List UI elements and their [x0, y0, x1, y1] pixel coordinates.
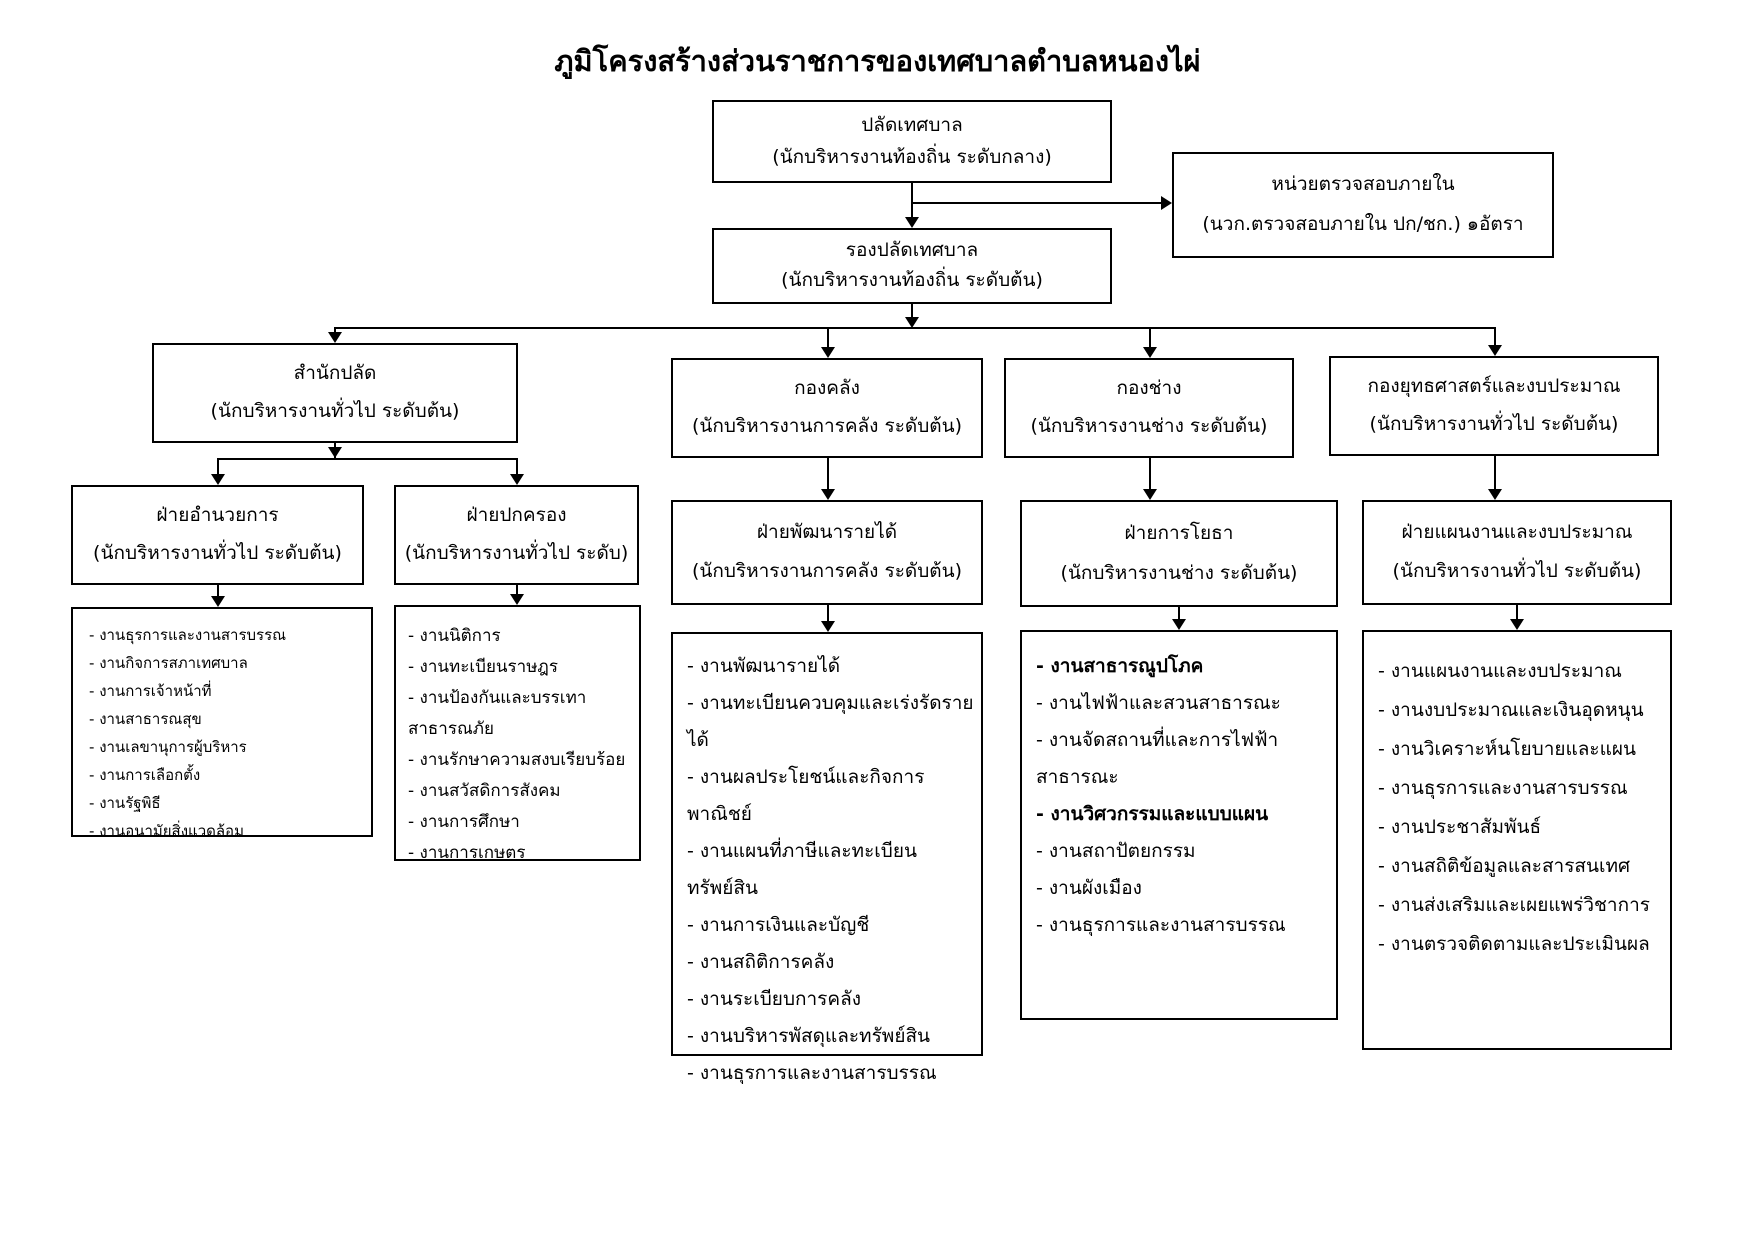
node-subtitle: (นักบริหารงานช่าง ระดับต้น) — [1030, 415, 1268, 438]
node-subtitle: (นักบริหารงานการคลัง ระดับต้น) — [691, 415, 963, 438]
node-title: กองช่าง — [1116, 377, 1182, 400]
task-item: - งานผังเมือง — [1036, 870, 1330, 907]
task-item: - งานวิเคราะห์นโยบายและแผน — [1378, 730, 1664, 769]
node-subtitle: (นักบริหารงานทั่วไป ระดับต้น) — [93, 542, 342, 565]
connector-line — [911, 202, 1166, 204]
node-finance-division — [671, 358, 983, 458]
arrowhead-down — [821, 347, 835, 358]
node-title: กองยุทธศาสตร์และงบประมาณ — [1367, 375, 1621, 398]
node-subtitle: (นักบริหารงานท้องถิ่น ระดับต้น) — [781, 269, 1043, 292]
node-engineering-division — [1004, 358, 1294, 458]
node-title: ฝ่ายปกครอง — [466, 504, 567, 527]
node-subtitle: (นักบริหารงานการคลัง ระดับต้น) — [691, 560, 963, 583]
arrowhead-down — [328, 332, 342, 343]
node-strategy-budget-division — [1329, 356, 1659, 456]
task-item: - งานกิจการสภาเทศบาล — [89, 649, 365, 677]
arrowhead-down — [1488, 345, 1502, 356]
task-list-planning — [1362, 630, 1672, 1050]
node-subtitle: (นักบริหารงานทั่วไป ระดับ) — [404, 542, 629, 565]
chart-title: ภูมิโครงสร้างส่วนราชการของเทศบาลตำบลหนองไผ่ — [554, 44, 1201, 78]
connector-line — [1149, 458, 1151, 493]
node-subtitle: (นวก.ตรวจสอบภายใน ปก/ชก.) ๑อัตรา — [1202, 213, 1524, 236]
node-title: ปลัดเทศบาล — [861, 113, 963, 136]
task-item: - งานพัฒนารายได้ — [687, 648, 975, 685]
task-item: - งานประชาสัมพันธ์ — [1378, 808, 1664, 847]
task-item: - งานธุรการและงานสารบรรณ — [1036, 907, 1330, 944]
node-subtitle: (นักบริหารงานช่าง ระดับต้น) — [1060, 561, 1298, 584]
node-title: ฝ่ายอำนวยการ — [156, 504, 279, 527]
task-item: - งานวิศวกรรมและแบบแผน — [1036, 796, 1330, 833]
task-item: - งานสถิติข้อมูลและสารสนเทศ — [1378, 847, 1664, 886]
task-item: - งานจัดสถานที่และการไฟฟ้าสาธารณะ — [1036, 722, 1330, 796]
task-item: - งานธุรการและงานสารบรรณ — [687, 1055, 975, 1092]
node-subtitle: (นักบริหารงานท้องถิ่น ระดับกลาง) — [772, 145, 1052, 168]
task-item: - งานการเงินและบัญชี — [687, 907, 975, 944]
node-subtitle: (นักบริหารงานทั่วไป ระดับต้น) — [210, 400, 460, 423]
task-item: - งานผลประโยชน์และกิจการพาณิชย์ — [687, 759, 975, 833]
arrowhead-down — [1488, 489, 1502, 500]
task-item: - งานแผนงานและงบประมาณ — [1378, 652, 1664, 691]
task-item: - งานทะเบียนควบคุมและเร่งรัดรายได้ — [687, 685, 975, 759]
arrowhead-down — [905, 217, 919, 228]
node-deputy-clerk — [712, 228, 1112, 304]
task-item: - งานธุรการและงานสารบรรณ — [89, 621, 365, 649]
task-item: - งานการเลือกตั้ง — [89, 761, 365, 789]
node-public-works-section — [1020, 500, 1338, 607]
arrowhead-down — [510, 594, 524, 605]
task-item: - งานเลขานุการผู้บริหาร — [89, 733, 365, 761]
task-item: - งานงบประมาณและเงินอุดหนุน — [1378, 691, 1664, 730]
arrowhead-down — [211, 596, 225, 607]
task-item: - งานรัฐพิธี — [89, 789, 365, 817]
task-item: - งานทะเบียนราษฎร — [408, 652, 633, 683]
node-internal-audit-unit — [1172, 152, 1554, 258]
arrowhead-down — [1143, 347, 1157, 358]
node-title: สำนักปลัด — [293, 362, 377, 385]
task-item: - งานสวัสดิการสังคม — [408, 776, 633, 807]
node-subtitle: (นักบริหารงานทั่วไป ระดับต้น) — [1392, 560, 1642, 583]
arrowhead-down — [1172, 619, 1186, 630]
arrowhead-down — [905, 317, 919, 328]
connector-line — [1494, 456, 1496, 493]
task-item: - งานตรวจติดตามและประเมินผล — [1378, 925, 1664, 964]
task-item: - งานป้องกันและบรรเทาสาธารณภัย — [408, 683, 633, 745]
task-item: - งานการเจ้าหน้าที่ — [89, 677, 365, 705]
task-item: - งานนิติการ — [408, 621, 633, 652]
task-list-revenue — [671, 632, 983, 1084]
node-title: ฝ่ายพัฒนารายได้ — [756, 520, 898, 543]
task-item: - งานสาธารณสุข — [89, 705, 365, 733]
task-item: - งานแผนที่ภาษีและทะเบียนทรัพย์สิน — [687, 833, 975, 907]
connector-line — [217, 458, 518, 460]
task-item: - งานการเกษตร — [408, 838, 633, 869]
task-item: - งานอนามัยสิ่งแวดล้อม — [89, 817, 365, 845]
task-item: - งานรักษาความสงบเรียบร้อย — [408, 745, 633, 776]
task-list-admin — [71, 607, 373, 840]
node-office-of-clerk — [152, 343, 518, 443]
arrowhead-down — [211, 474, 225, 485]
arrowhead-right — [1161, 196, 1172, 210]
node-admin-section — [71, 485, 364, 585]
node-municipal-clerk — [712, 100, 1112, 183]
task-item: - งานธุรการและงานสารบรรณ — [1378, 769, 1664, 808]
task-list-governance — [394, 605, 641, 861]
node-revenue-section — [671, 500, 983, 605]
node-planning-section — [1362, 500, 1672, 605]
connector-line — [827, 458, 829, 493]
arrowhead-down — [821, 489, 835, 500]
node-title: หน่วยตรวจสอบภายใน — [1271, 173, 1455, 196]
task-list-public-works — [1020, 630, 1338, 1020]
arrowhead-down — [1510, 619, 1524, 630]
node-title: กองคลัง — [794, 377, 860, 400]
task-item: - งานไฟฟ้าและสวนสาธารณะ — [1036, 685, 1330, 722]
task-item: - งานสถิติการคลัง — [687, 944, 975, 981]
task-item: - งานบริหารพัสดุและทรัพย์สิน — [687, 1018, 975, 1055]
node-title: ฝ่ายแผนงานและงบประมาณ — [1401, 520, 1633, 543]
arrowhead-down — [1143, 489, 1157, 500]
task-item: - งานส่งเสริมและเผยแพร่วิชาการ — [1378, 886, 1664, 925]
arrowhead-down — [328, 447, 342, 458]
arrowhead-down — [510, 474, 524, 485]
task-item: - งานระเบียบการคลัง — [687, 981, 975, 1018]
arrowhead-down — [821, 621, 835, 632]
node-subtitle: (นักบริหารงานทั่วไป ระดับต้น) — [1369, 413, 1619, 436]
task-item: - งานสาธารณูปโภค — [1036, 648, 1330, 685]
task-item: - งานการศึกษา — [408, 807, 633, 838]
node-governance-section — [394, 485, 639, 585]
node-title: รองปลัดเทศบาล — [845, 239, 979, 262]
node-title: ฝ่ายการโยธา — [1124, 521, 1234, 544]
task-item: - งานสถาปัตยกรรม — [1036, 833, 1330, 870]
